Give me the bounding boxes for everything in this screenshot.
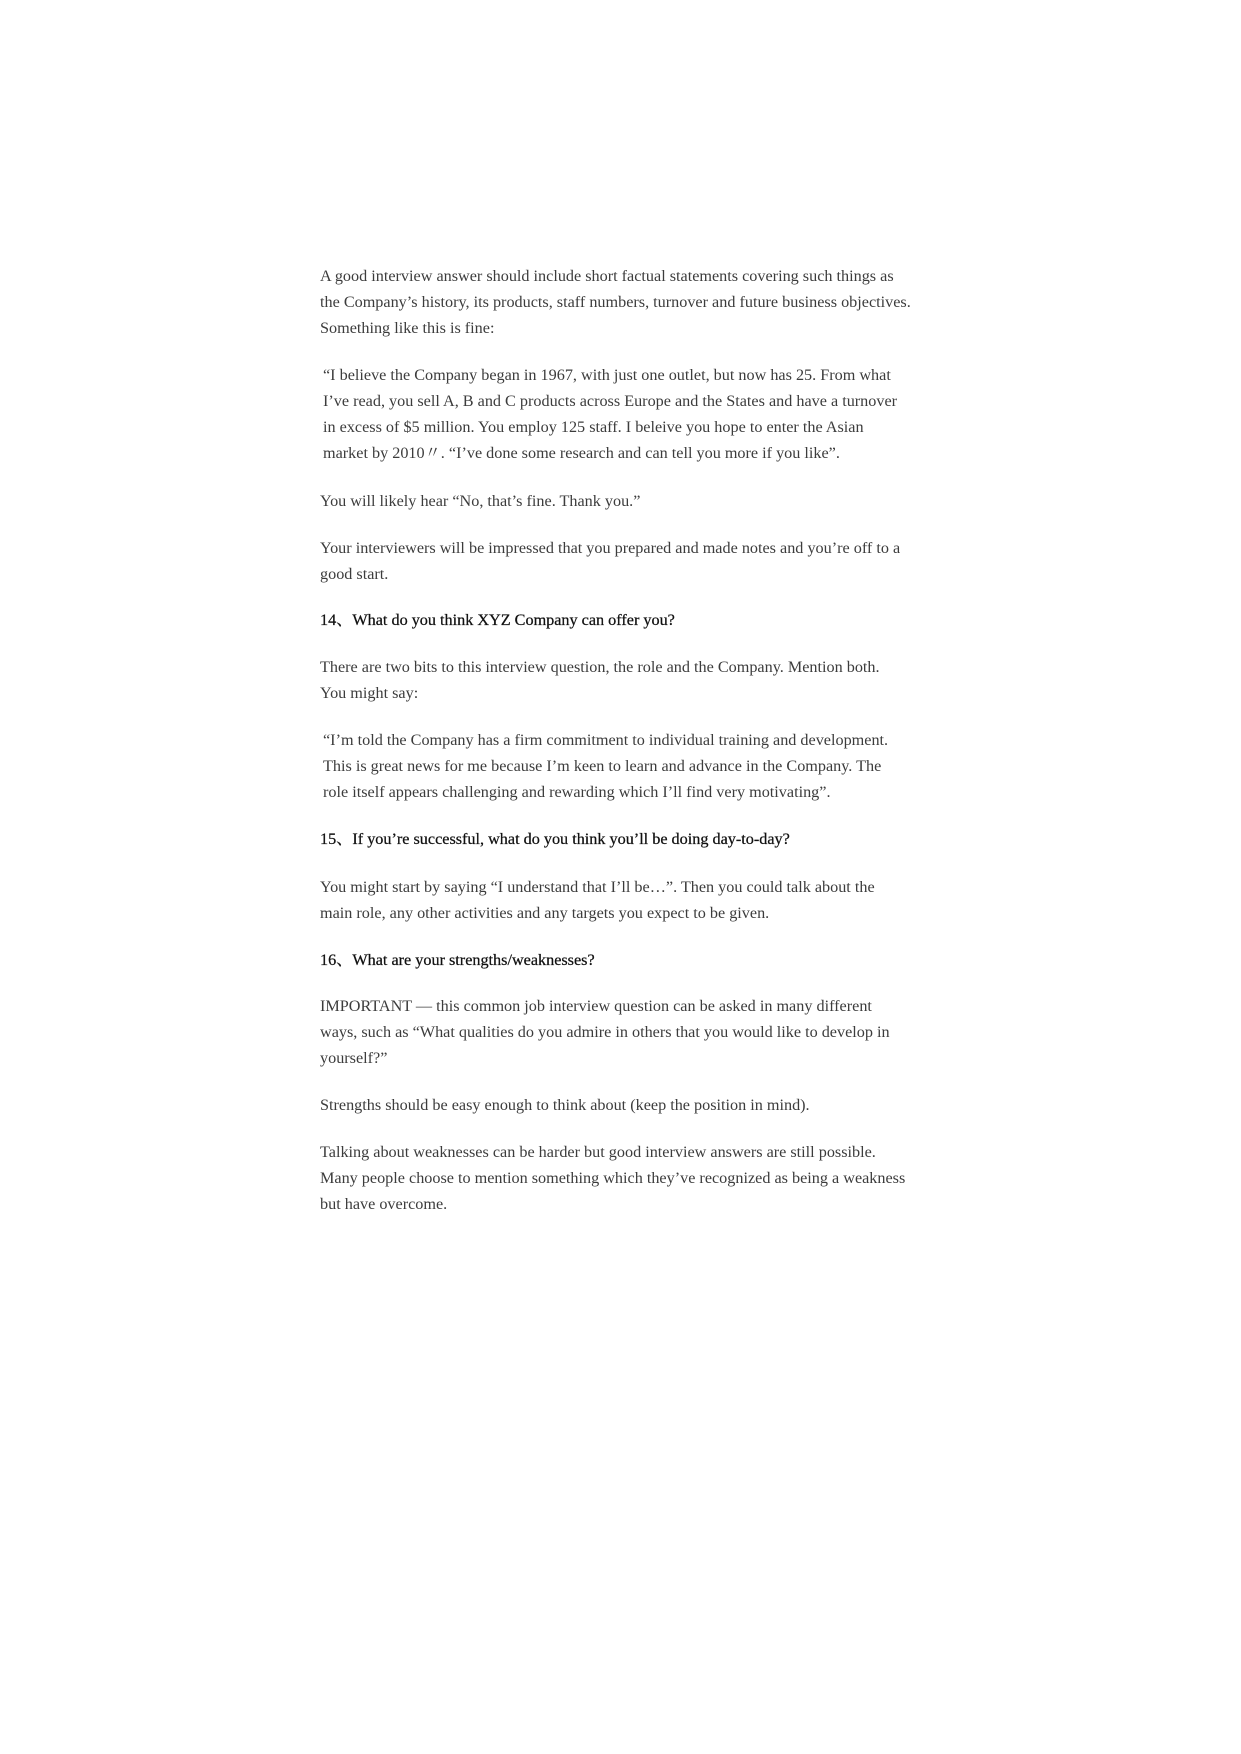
text-line: A good interview answer should include short factual statements covering such things as	[320, 267, 894, 285]
intro-paragraph	[320, 263, 960, 341]
text-line: yourself?”	[320, 1049, 388, 1067]
text-line: main role, any other activities and any targets you expect to be given.	[320, 904, 770, 922]
text-line: Many people choose to mention something which they’ve recognized as being a weakness	[320, 1169, 906, 1187]
example-answer-paragraph	[323, 362, 963, 466]
text-line: Talking about weaknesses can be harder but good interview answers are still possible.	[320, 1143, 876, 1161]
likely-reply-paragraph	[320, 488, 960, 514]
question-15-heading	[320, 826, 960, 852]
text-line: This is great news for me because I’m keen to learn and advance in the Company. The	[323, 757, 882, 775]
impressed-paragraph	[320, 535, 960, 587]
text-line: role itself appears challenging and rewarding which I’ll find very motivating”.	[323, 783, 831, 801]
question-16-strengths-paragraph	[320, 1092, 960, 1118]
text-line: “I believe the Company began in 1967, with just one outlet, but now has 25. From what	[323, 366, 891, 384]
text-line: in excess of $5 million. You employ 125 staff. I beleive you hope to enter the Asian	[323, 418, 864, 436]
question-14-example-paragraph	[323, 727, 963, 805]
question-16-important-paragraph	[320, 993, 960, 1071]
question-16-heading	[320, 947, 960, 973]
text-line: “I’m told the Company has a firm commitment to individual training and development.	[323, 731, 889, 749]
text-line: the Company’s history, its products, staff numbers, turnover and future business objectives.	[320, 293, 911, 311]
text-line: You might say:	[320, 684, 419, 702]
text-line: Strengths should be easy enough to think about (keep the position in mind).	[320, 1096, 810, 1114]
heading-text: 14、What do you think XYZ Company can offer you?	[320, 611, 675, 629]
text-line: but have overcome.	[320, 1195, 448, 1213]
text-line: You will likely hear “No, that’s fine. Thank you.”	[320, 492, 641, 510]
text-line: Something like this is fine:	[320, 319, 495, 337]
question-16-weaknesses-paragraph	[320, 1139, 960, 1217]
text-line: good start.	[320, 565, 389, 583]
heading-text: 15、If you’re successful, what do you think you’ll be doing day-to-day?	[320, 830, 790, 848]
question-14-heading	[320, 607, 960, 633]
heading-text: 16、What are your strengths/weaknesses?	[320, 951, 595, 969]
text-line: There are two bits to this interview question, the role and the Company. Mention both.	[320, 658, 880, 676]
text-line: ways, such as “What qualities do you admire in others that you would like to develop in	[320, 1023, 890, 1041]
text-line: You might start by saying “I understand that I’ll be…”. Then you could talk about the	[320, 878, 875, 896]
question-15-paragraph	[320, 874, 960, 926]
text-line: Your interviewers will be impressed that you prepared and made notes and you’re off to a	[320, 539, 901, 557]
text-line: market by 2010〃. “I’ve done some research and can tell you more if you like”.	[323, 444, 840, 462]
text-line: I’ve read, you sell A, B and C products across Europe and the States and have a turnover	[323, 392, 898, 410]
text-line: IMPORTANT — this common job interview question can be asked in many different	[320, 997, 872, 1015]
question-14-intro-paragraph	[320, 654, 960, 706]
